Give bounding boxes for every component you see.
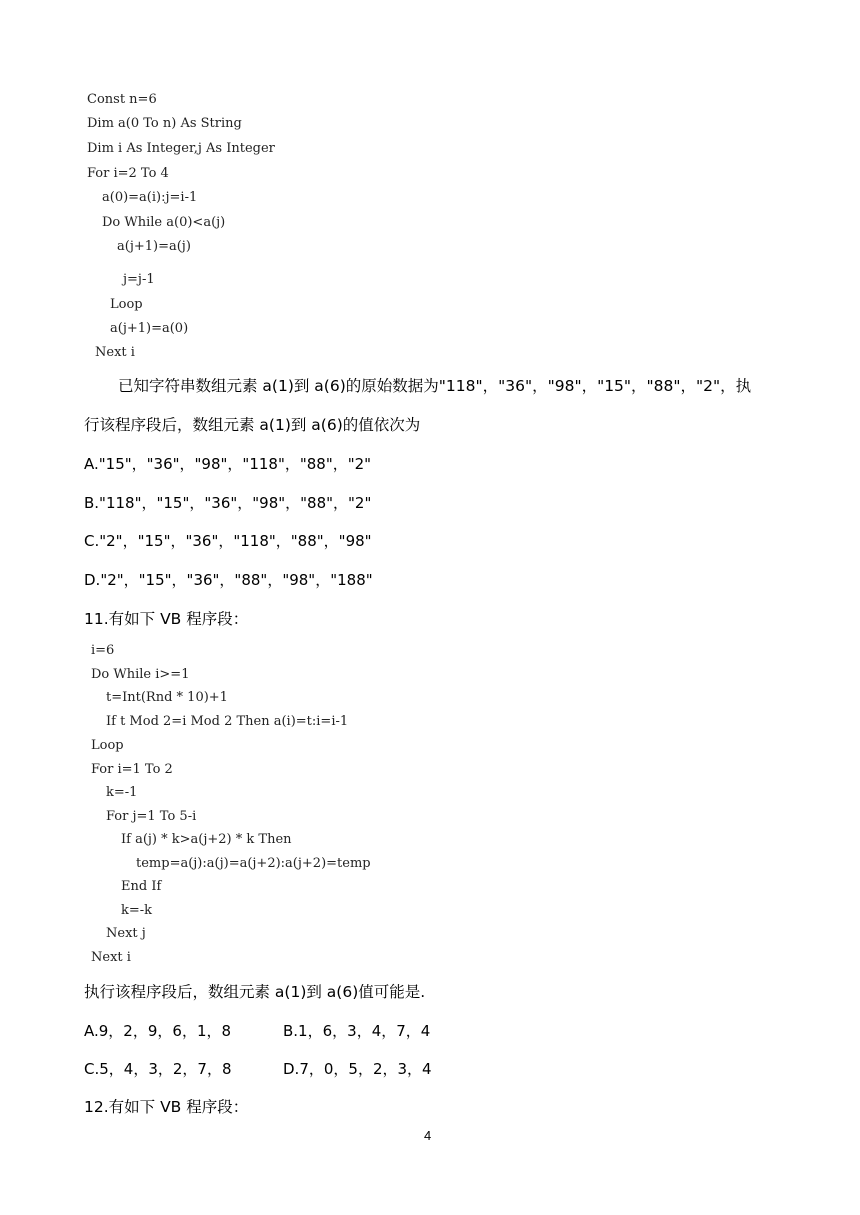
question-10-line-2: 行该程序段后，数组元素 a(1)到 a(6)的值依次为 <box>84 416 421 434</box>
code-line: Do While i>=1 <box>91 667 190 682</box>
code-line: Loop <box>110 297 143 312</box>
option-a: A.9，2，9，6，1，8 <box>84 1022 232 1040</box>
option-a: A."15"，"36"，"98"，"118"，"88"，"2" <box>84 455 372 473</box>
code-line: If a(j) * k>a(j+2) * k Then <box>121 832 292 847</box>
page-number: 4 <box>424 1128 432 1143</box>
option-d: D.7，0，5，2，3，4 <box>283 1060 432 1078</box>
code-line: Const n=6 <box>87 92 157 107</box>
question-10-line-1: 已知字符串数组元素 a(1)到 a(6)的原始数据为"118"，"36"，"98"，"15"，"88"，"2"，执 <box>118 377 752 395</box>
code-line: k=-1 <box>106 785 138 800</box>
question-11-text: 执行该程序段后，数组元素 a(1)到 a(6)值可能是. <box>84 983 426 1001</box>
code-line: i=6 <box>91 643 115 658</box>
code-line: For j=1 To 5-i <box>106 809 197 824</box>
code-line: Next i <box>95 345 135 360</box>
code-line: a(j+1)=a(0) <box>110 321 189 336</box>
code-line: Next i <box>91 950 131 965</box>
code-line: a(0)=a(i):j=i-1 <box>102 190 198 205</box>
question-12-title: 12.有如下 VB 程序段： <box>84 1098 249 1116</box>
code-line: For i=2 To 4 <box>87 166 169 181</box>
code-line: For i=1 To 2 <box>91 762 173 777</box>
code-line: temp=a(j):a(j)=a(j+2):a(j+2)=temp <box>136 856 371 871</box>
code-line: Dim a(0 To n) As String <box>87 116 242 131</box>
option-b: B.1，6，3，4，7，4 <box>283 1022 431 1040</box>
option-c: C."2"，"15"，"36"，"118"，"88"，"98" <box>84 532 372 550</box>
code-line: End If <box>121 879 162 894</box>
code-line: k=-k <box>121 903 153 918</box>
option-d: D."2"，"15"，"36"，"88"，"98"，"188" <box>84 571 373 589</box>
code-line: Loop <box>91 738 124 753</box>
code-line: Dim i As Integer,j As Integer <box>87 141 275 156</box>
code-line: If t Mod 2=i Mod 2 Then a(i)=t:i=i-1 <box>106 714 349 729</box>
code-line: Next j <box>106 926 146 941</box>
option-c: C.5，4，3，2，7，8 <box>84 1060 232 1078</box>
option-b: B."118"，"15"，"36"，"98"，"88"，"2" <box>84 494 372 512</box>
code-line: Do While a(0)<a(j) <box>102 215 226 230</box>
question-11-title: 11.有如下 VB 程序段： <box>84 610 249 628</box>
code-line: t=Int(Rnd * 10)+1 <box>106 690 228 705</box>
code-line: j=j-1 <box>123 272 155 287</box>
code-line: a(j+1)=a(j) <box>117 239 191 254</box>
